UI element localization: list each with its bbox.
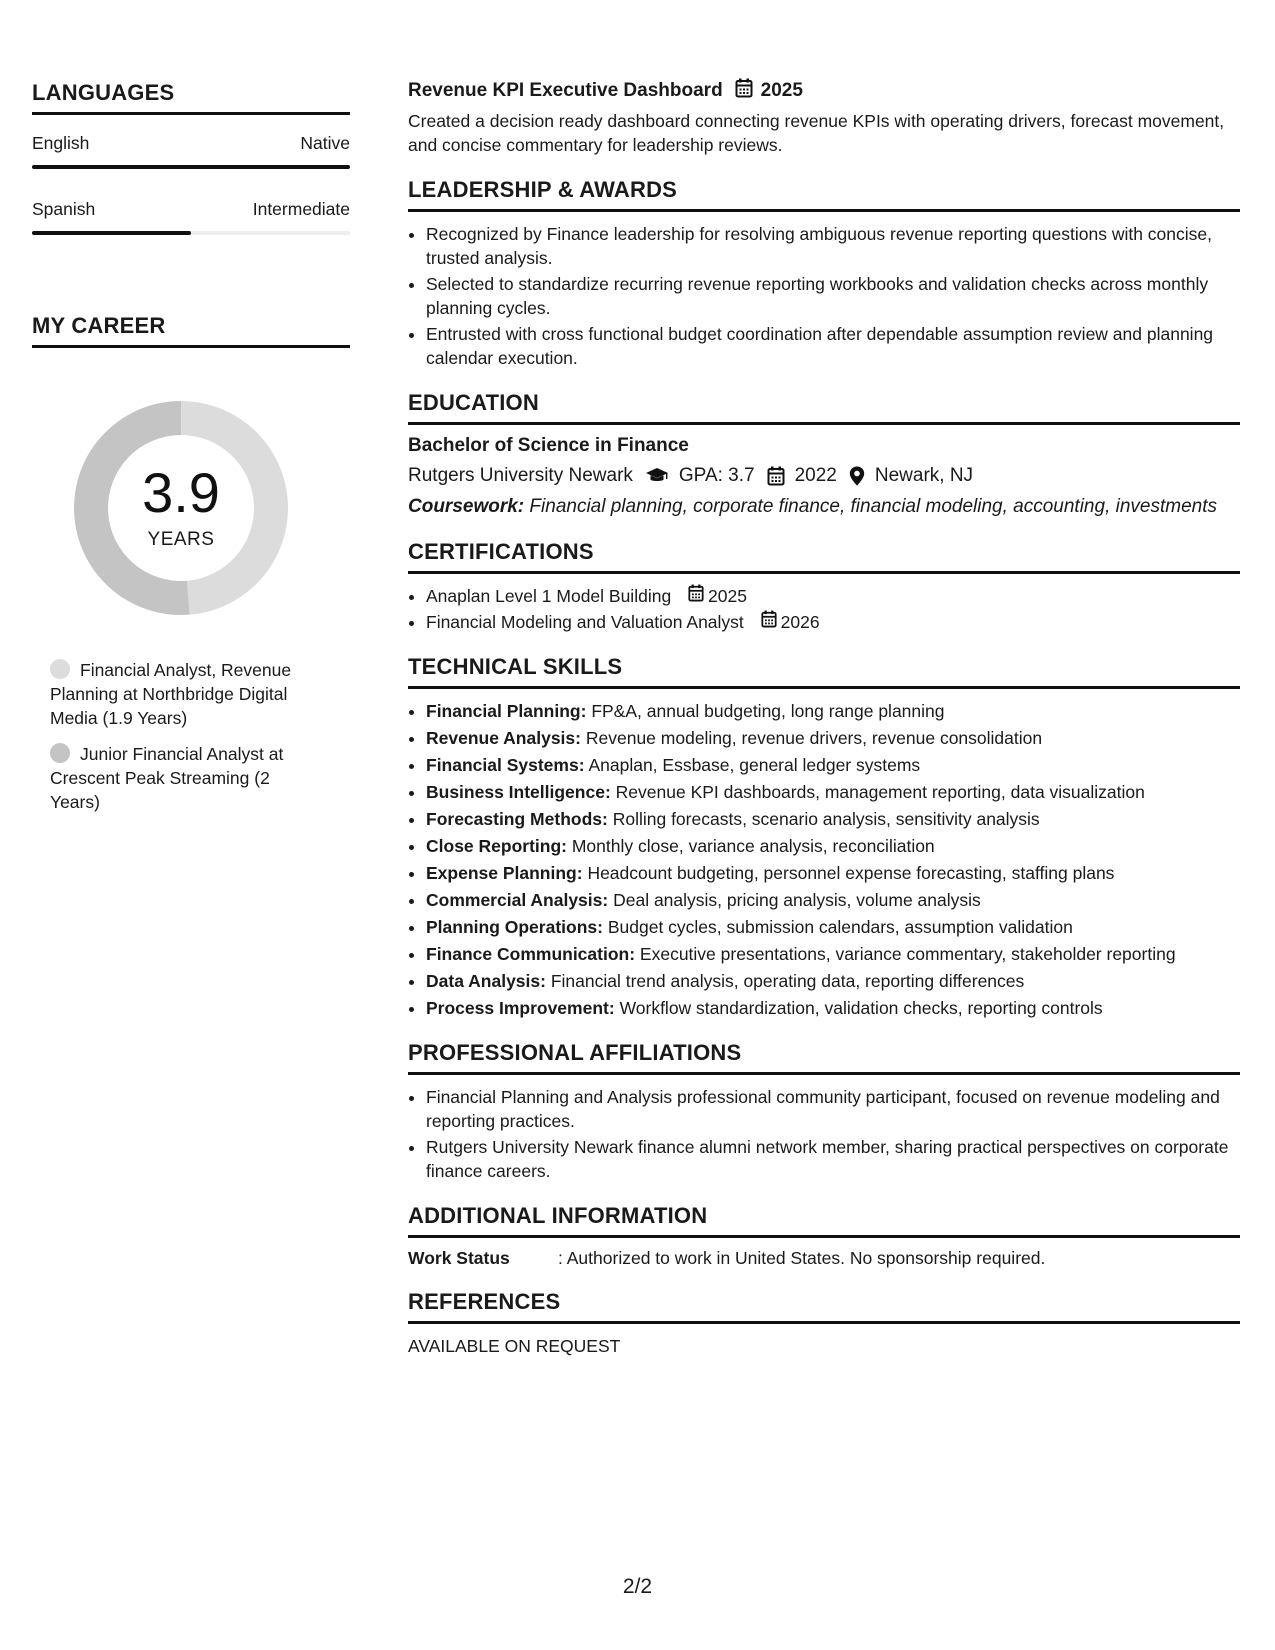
skill-value: Deal analysis, pricing analysis, volume analysis bbox=[613, 890, 981, 910]
career-role-item bbox=[50, 742, 320, 814]
certification-item bbox=[426, 584, 1240, 608]
skill-value: Rolling forecasts, scenario analysis, sensitivity analysis bbox=[612, 809, 1040, 829]
language-name: Spanish bbox=[32, 199, 96, 219]
languages-heading: LANGUAGES bbox=[32, 80, 350, 115]
skills-heading: TECHNICAL SKILLS bbox=[408, 654, 1240, 689]
certification-name: Anaplan Level 1 Model Building bbox=[426, 586, 672, 606]
skill-item bbox=[426, 753, 1240, 777]
project-description: Created a decision ready dashboard connecting revenue KPIs with operating drivers, forecast movement, and concise commentary for leadership reviews. bbox=[408, 111, 1225, 155]
legend-dot-icon bbox=[50, 659, 70, 679]
skill-item bbox=[426, 807, 1240, 831]
skill-value: Workflow standardization, validation checks, reporting controls bbox=[619, 998, 1103, 1018]
certification-name: Financial Modeling and Valuation Analyst bbox=[426, 612, 744, 632]
career-role-text: Junior Financial Analyst at Crescent Peak Streaming (2 Years) bbox=[50, 744, 284, 812]
leadership-item: • Selected to standardize recurring revenue reporting workbooks and validation checks across monthly planning cycles. bbox=[426, 272, 1240, 320]
education-heading: EDUCATION bbox=[408, 390, 1240, 425]
education-meta bbox=[408, 465, 1240, 487]
skill-label: Business Intelligence: bbox=[426, 782, 611, 802]
leadership-heading: LEADERSHIP & AWARDS bbox=[408, 177, 1240, 212]
language-level: Native bbox=[300, 133, 350, 153]
additional-info-heading: ADDITIONAL INFORMATION bbox=[408, 1203, 1240, 1238]
skill-label: Planning Operations: bbox=[426, 917, 603, 937]
skill-label: Data Analysis: bbox=[426, 971, 546, 991]
certification-year: 2026 bbox=[780, 612, 820, 632]
education-school: Rutgers University Newark bbox=[408, 465, 633, 486]
project-title: Revenue KPI Executive Dashboard bbox=[408, 80, 723, 101]
skills-list bbox=[408, 699, 1240, 1020]
skill-label: Finance Communication: bbox=[426, 944, 636, 964]
career-total-unit: YEARS bbox=[147, 529, 215, 550]
certifications-heading: CERTIFICATIONS bbox=[408, 539, 1240, 574]
affiliations-heading: PROFESSIONAL AFFILIATIONS bbox=[408, 1040, 1240, 1075]
right-column bbox=[408, 78, 1240, 1358]
map-pin-icon bbox=[849, 466, 865, 486]
skill-value: Headcount budgeting, personnel expense forecasting, staffing plans bbox=[587, 863, 1115, 883]
legend-dot-icon bbox=[50, 743, 70, 763]
affiliations-list bbox=[408, 1085, 1240, 1183]
language-proficiency-bar bbox=[32, 165, 350, 169]
project-year: 2025 bbox=[760, 80, 803, 101]
career-total-value: 3.9 bbox=[142, 461, 220, 524]
skill-item bbox=[426, 699, 1240, 723]
career-role-text: Financial Analyst, Revenue Planning at Northbridge Digital Media (1.9 Years) bbox=[50, 660, 292, 728]
calendar-icon bbox=[761, 610, 781, 634]
language-list bbox=[32, 133, 350, 235]
coursework-text: Financial planning, corporate finance, financial modeling, accounting, investments bbox=[529, 496, 1217, 517]
skill-label: Financial Planning: bbox=[426, 701, 587, 721]
references-text: AVAILABLE ON REQUEST bbox=[408, 1336, 621, 1356]
skill-value: Financial trend analysis, operating data, reporting differences bbox=[550, 971, 1025, 991]
calendar-icon bbox=[735, 78, 753, 104]
skill-item bbox=[426, 888, 1240, 912]
education-location: Newark, NJ bbox=[874, 465, 974, 486]
leadership-item: • Recognized by Finance leadership for resolving ambiguous revenue reporting questions with concise, trusted analysis. bbox=[426, 222, 1240, 270]
skill-item bbox=[426, 726, 1240, 750]
skill-item bbox=[426, 969, 1240, 993]
affiliation-item: • Rutgers University Newark finance alumni network member, sharing practical perspectives on corporate finance careers. bbox=[426, 1135, 1240, 1183]
language-item bbox=[32, 133, 350, 169]
skill-value: Revenue modeling, revenue drivers, revenue consolidation bbox=[585, 728, 1043, 748]
language-item bbox=[32, 199, 350, 235]
skill-label: Revenue Analysis: bbox=[426, 728, 581, 748]
language-proficiency-fill bbox=[32, 165, 350, 169]
language-name: English bbox=[32, 133, 90, 153]
page-number: 2/2 bbox=[622, 1575, 653, 1598]
skill-item bbox=[426, 996, 1240, 1020]
skill-label: Process Improvement: bbox=[426, 998, 615, 1018]
certification-item bbox=[426, 610, 1240, 634]
skill-item bbox=[426, 780, 1240, 804]
work-status-row bbox=[408, 1248, 1240, 1269]
project-entry bbox=[408, 78, 1240, 157]
language-proficiency-bar bbox=[32, 231, 350, 235]
work-status-label: Work Status bbox=[408, 1248, 510, 1268]
leadership-item: • Entrusted with cross functional budget coordination after dependable assumption review and planning calendar execution. bbox=[426, 322, 1240, 370]
skill-item bbox=[426, 834, 1240, 858]
skill-value: Executive presentations, variance commentary, stakeholder reporting bbox=[639, 944, 1176, 964]
work-status-value: : Authorized to work in United States. No sponsorship required. bbox=[558, 1248, 1046, 1268]
skill-label: Financial Systems: bbox=[426, 755, 585, 775]
education-gpa: GPA: 3.7 bbox=[678, 465, 755, 486]
career-heading: MY CAREER bbox=[32, 313, 350, 348]
certification-list bbox=[408, 584, 1240, 634]
graduation-cap-icon bbox=[645, 467, 669, 485]
skill-value: Budget cycles, submission calendars, assumption validation bbox=[607, 917, 1073, 937]
skill-label: Commercial Analysis: bbox=[426, 890, 609, 910]
skill-label: Forecasting Methods: bbox=[426, 809, 608, 829]
skill-item bbox=[426, 915, 1240, 939]
career-role-list bbox=[50, 658, 320, 814]
certification-year: 2025 bbox=[708, 586, 747, 606]
references-heading: REFERENCES bbox=[408, 1289, 1240, 1324]
language-proficiency-fill bbox=[32, 231, 191, 235]
education-year: 2022 bbox=[794, 465, 837, 486]
skill-item bbox=[426, 861, 1240, 885]
calendar-icon bbox=[767, 466, 785, 486]
education-coursework bbox=[408, 495, 1240, 519]
affiliation-item: • Financial Planning and Analysis professional community participant, focused on revenue modeling and reporting practices. bbox=[426, 1085, 1240, 1133]
coursework-label: Coursework: bbox=[408, 496, 525, 517]
education-degree: Bachelor of Science in Finance bbox=[408, 435, 689, 456]
leadership-list bbox=[408, 222, 1240, 370]
skill-value: FP&A, annual budgeting, long range planning bbox=[591, 701, 945, 721]
skill-item bbox=[426, 942, 1240, 966]
career-role-item bbox=[50, 658, 320, 730]
skill-value: Revenue KPI dashboards, management reporting, data visualization bbox=[615, 782, 1145, 802]
skill-label: Close Reporting: bbox=[426, 836, 567, 856]
left-column bbox=[32, 80, 350, 826]
language-level: Intermediate bbox=[252, 199, 350, 219]
skill-label: Expense Planning: bbox=[426, 863, 583, 883]
career-donut-chart bbox=[66, 393, 296, 623]
calendar-icon bbox=[688, 584, 708, 608]
skill-value: Anaplan, Essbase, general ledger systems bbox=[588, 755, 921, 775]
skill-value: Monthly close, variance analysis, reconciliation bbox=[571, 836, 935, 856]
